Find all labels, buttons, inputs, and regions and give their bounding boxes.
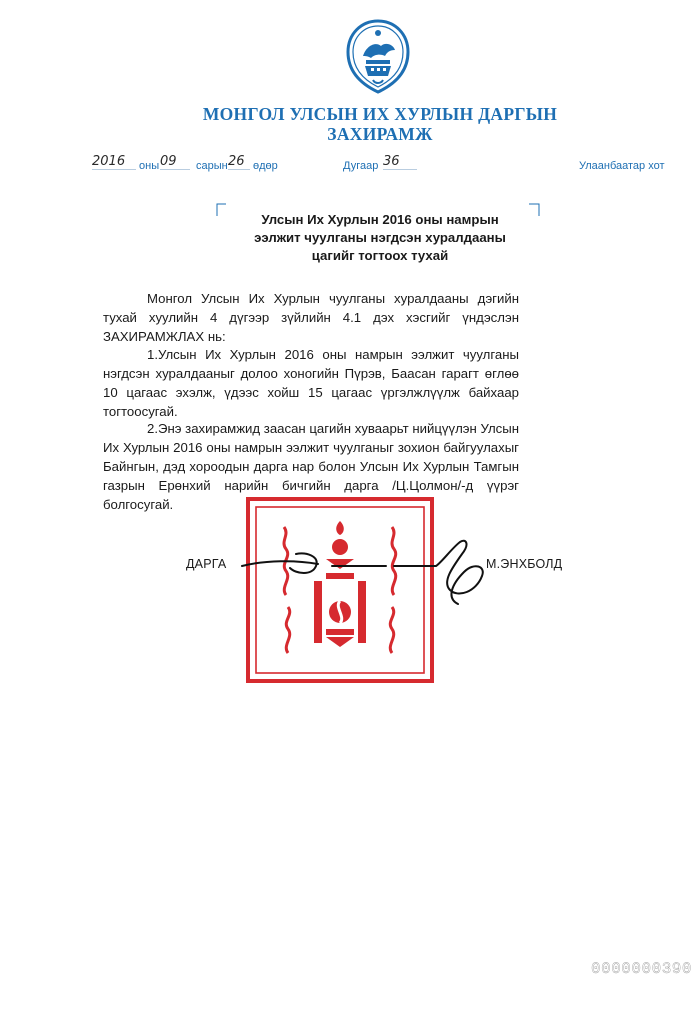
body-paragraph-item1: 1.Улсын Их Хурлын 2016 оны намрын ээлжит чуулганы нэгдсэн хуралдааныг долоо хоногийн Пүрэв, Баасан гарагт өглөө 10 цагаас эхэлж, үдээс хойш 15 цагаас үргэлжлүүлж байхаар тогтоосугай. [103,347,519,419]
document-title-line2: ээлжит чуулганы нэгдсэн хуралдааны [254,230,506,245]
signatory-position: ДАРГА [186,557,227,571]
issue-place: Улаанбаатар хот [579,160,665,172]
serial-number: 0000000390 [590,960,692,978]
handwritten-signature [236,532,486,610]
document-type-title: ЗАХИРАМЖ [327,124,433,144]
date-year-value: 2016 [92,154,136,170]
date-month-value: 09 [160,154,190,170]
state-emblem-icon [343,18,413,96]
date-year-label: оны [139,160,160,172]
signatory-name: М.ЭНХБОЛД [486,557,563,571]
body-paragraph-item2: 2.Энэ захирамжид заасан цагийн хуваарьт нийцүүлэн Улсын Их Хурлын 2016 оны намрын ээлжит чуулганыг зохион байгуулахыг Байнгын, дэд хороодын дарга нар болон Улсын Их Хурлын Тамгын газрын Ерөнхий нарийн бичгийн дарга /Ц.Цолмон/-д үүрэг болгосугай. [103,421,520,512]
document-title-line3: цагийг тогтоох тухай [311,248,449,263]
document-issuer-title: МОНГОЛ УЛСЫН ИХ ХУРЛЫН ДАРГЫН [202,104,558,124]
document-number-value: 36 [383,154,417,170]
body-paragraph-preamble: Монгол Улсын Их Хурлын чуулганы хуралдааны дэгийн тухай хуулийн 4 дүгээр зүйлийн 4.1 дэх хэсгийг үндэслэн ЗАХИРАМЖЛАХ нь: [103,291,519,344]
date-day-value: 26 [228,154,250,170]
document-number-label: Дугаар [343,160,379,172]
document-title-line1: Улсын Их Хурлын 2016 оны намрын [261,212,499,227]
date-day-label: өдөр [253,160,278,172]
date-month-label: сарын [196,160,228,172]
